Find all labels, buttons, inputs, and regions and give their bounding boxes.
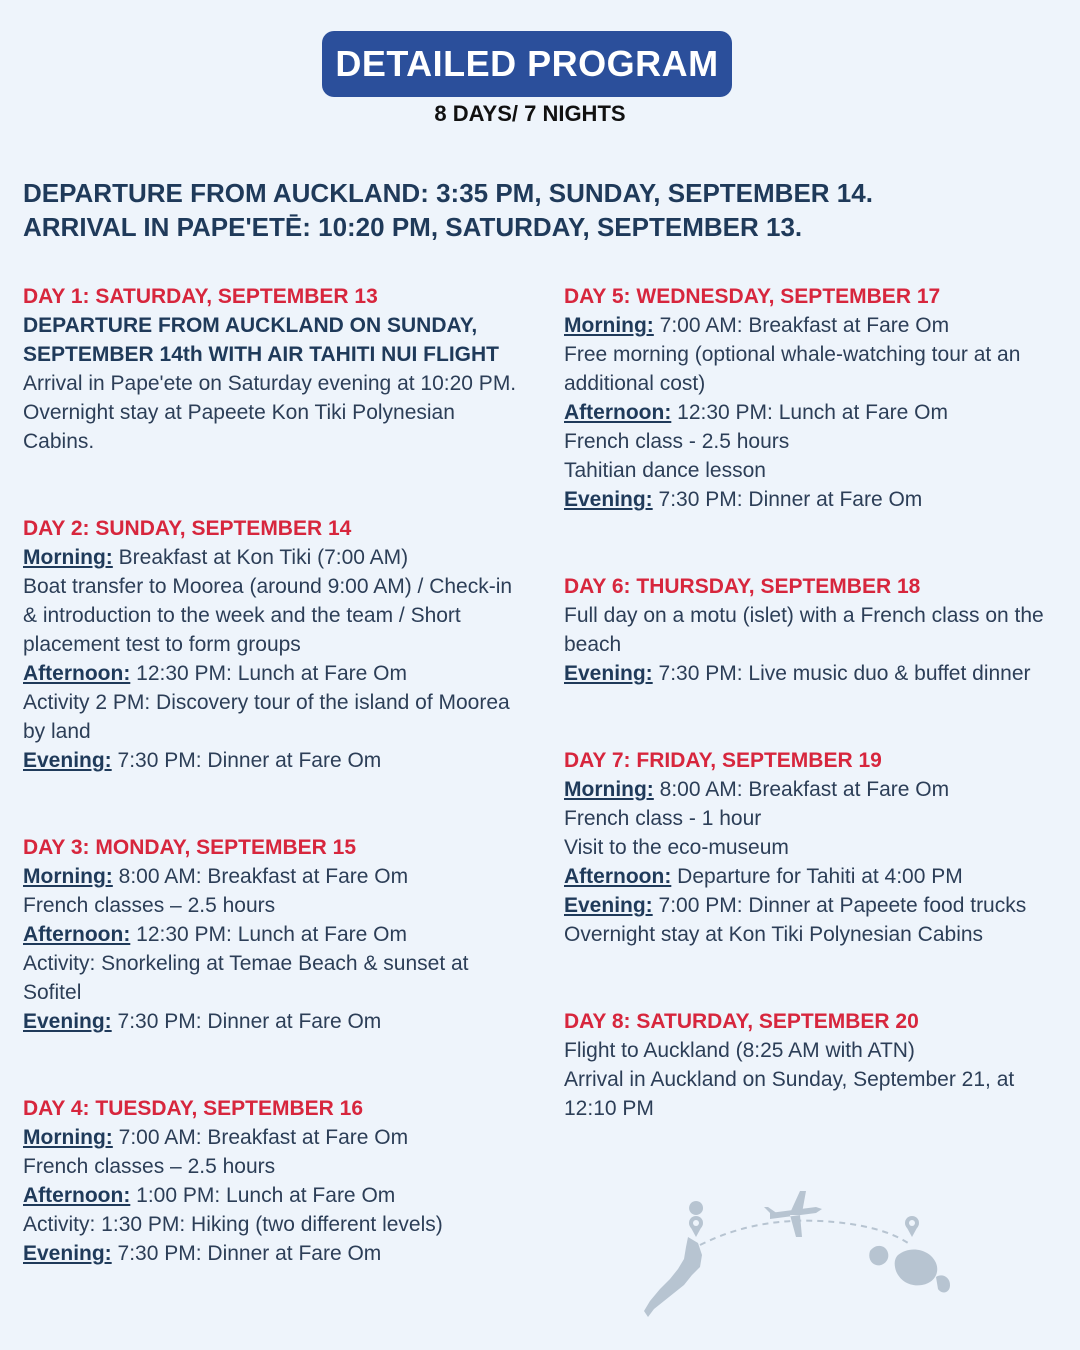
afternoon-label: Afternoon: xyxy=(564,865,672,888)
day-heading: DAY 1: SATURDAY, SEPTEMBER 13 xyxy=(23,285,378,308)
morning-text: 8:00 AM: Breakfast at Fare Om xyxy=(659,778,950,801)
flight-route-map-icon xyxy=(640,1185,960,1325)
morning-label: Morning: xyxy=(23,1126,113,1149)
afternoon-text: 12:30 PM: Lunch at Fare Om xyxy=(677,401,948,424)
activity-line: Flight to Auckland (8:25 AM with ATN) xyxy=(564,1039,915,1062)
activity-line: Boat transfer to Moorea (around 9:00 AM) / Check-in & introduction to the week and the team / Short placement test to form groups xyxy=(23,575,513,656)
day-8 xyxy=(564,1007,1054,1123)
day-3 xyxy=(23,833,523,1036)
evening-label: Evening: xyxy=(564,488,653,511)
activity-line: Arrival in Auckland on Sunday, September 21, at 12:10 PM xyxy=(564,1068,1015,1120)
day-heading: DAY 2: SUNDAY, SEPTEMBER 14 xyxy=(23,517,352,540)
activity-line: Visit to the eco-museum xyxy=(564,836,789,859)
evening-label: Evening: xyxy=(23,1242,112,1265)
moorea-shape xyxy=(869,1246,888,1265)
duration-subtitle: 8 DAYS/ 7 NIGHTS xyxy=(434,101,626,126)
morning-label: Morning: xyxy=(23,865,113,888)
evening-line xyxy=(564,485,1054,514)
morning-line xyxy=(23,862,523,891)
airplane-icon xyxy=(764,1191,822,1237)
day-4 xyxy=(23,1094,523,1268)
activity-line: French class - 2.5 hours xyxy=(564,430,790,453)
morning-line xyxy=(564,311,1054,340)
day-heading: DAY 4: TUESDAY, SEPTEMBER 16 xyxy=(23,1097,364,1120)
evening-label: Evening: xyxy=(23,1010,112,1033)
evening-label: Evening: xyxy=(564,662,653,685)
morning-text: 7:00 AM: Breakfast at Fare Om xyxy=(118,1126,409,1149)
morning-text: 8:00 AM: Breakfast at Fare Om xyxy=(118,865,409,888)
page-title: DETAILED PROGRAM xyxy=(335,43,719,84)
activity-line: Overnight stay at Kon Tiki Polynesian Cabins xyxy=(564,923,984,946)
right-column xyxy=(564,282,1054,1123)
afternoon-line xyxy=(23,1181,523,1210)
activity-line: Free morning (optional whale-watching tour at an additional cost) xyxy=(564,343,1021,395)
day-heading: DAY 5: WEDNESDAY, SEPTEMBER 17 xyxy=(564,285,941,308)
afternoon-text: 12:30 PM: Lunch at Fare Om xyxy=(136,923,407,946)
evening-text: 7:30 PM: Dinner at Fare Om xyxy=(117,749,382,772)
morning-label: Morning: xyxy=(23,546,113,569)
afternoon-label: Afternoon: xyxy=(23,923,131,946)
evening-line xyxy=(23,746,523,775)
tahiti-shape xyxy=(895,1249,938,1285)
morning-text: Breakfast at Kon Tiki (7:00 AM) xyxy=(118,546,409,569)
departure-line: DEPARTURE FROM AUCKLAND: 3:35 PM, SUNDAY, SEPTEMBER 14. xyxy=(23,178,873,208)
afternoon-line xyxy=(23,920,523,949)
day-heading: DAY 3: MONDAY, SEPTEMBER 15 xyxy=(23,836,356,859)
activity-line: French classes – 2.5 hours xyxy=(23,1155,276,1178)
day-heading: DAY 6: THURSDAY, SEPTEMBER 18 xyxy=(564,575,921,598)
evening-line xyxy=(23,1239,523,1268)
activity-line: Full day on a motu (islet) with a French class on the beach xyxy=(564,604,1044,656)
activity-line: Activity 2 PM: Discovery tour of the island of Moorea by land xyxy=(23,691,510,743)
activity-line: Activity: Snorkeling at Temae Beach & sunset at Sofitel xyxy=(23,952,469,1004)
day-heading: DAY 8: SATURDAY, SEPTEMBER 20 xyxy=(564,1010,919,1033)
day-1 xyxy=(23,282,523,456)
evening-text: 7:30 PM: Dinner at Fare Om xyxy=(117,1010,382,1033)
morning-line xyxy=(564,775,1054,804)
evening-text: 7:30 PM: Dinner at Fare Om xyxy=(117,1242,382,1265)
title-badge xyxy=(322,31,732,97)
evening-line xyxy=(23,1007,523,1036)
afternoon-line xyxy=(564,862,1054,891)
evening-text: 7:30 PM: Live music duo & buffet dinner xyxy=(658,662,1031,685)
day-text: Arrival in Pape'ete on Saturday evening at 10:20 PM. Overnight stay at Papeete Kon Tiki Polynesian Cabins. xyxy=(23,372,517,453)
evening-text: 7:30 PM: Dinner at Fare Om xyxy=(658,488,923,511)
evening-label: Evening: xyxy=(23,749,112,772)
day-heading: DAY 7: FRIDAY, SEPTEMBER 19 xyxy=(564,749,882,772)
activity-line: Tahitian dance lesson xyxy=(564,459,766,482)
morning-text: 7:00 AM: Breakfast at Fare Om xyxy=(659,314,950,337)
new-zealand-shape xyxy=(644,1237,702,1317)
morning-line xyxy=(23,1123,523,1152)
afternoon-text: 12:30 PM: Lunch at Fare Om xyxy=(136,662,407,685)
day-6 xyxy=(564,572,1054,688)
afternoon-label: Afternoon: xyxy=(23,662,131,685)
left-column xyxy=(23,282,523,1268)
day-5 xyxy=(564,282,1054,514)
afternoon-line xyxy=(23,659,523,688)
day-subheading: DEPARTURE FROM AUCKLAND ON SUNDAY, SEPTEMBER 14th WITH AIR TAHITI NUI FLIGHT xyxy=(23,314,499,366)
evening-label: Evening: xyxy=(564,894,653,917)
afternoon-line xyxy=(564,398,1054,427)
afternoon-label: Afternoon: xyxy=(564,401,672,424)
activity-line: French class - 1 hour xyxy=(564,807,762,830)
evening-text: 7:00 PM: Dinner at Papeete food trucks xyxy=(658,894,1027,917)
morning-label: Morning: xyxy=(564,314,654,337)
day-7 xyxy=(564,746,1054,949)
afternoon-text: Departure for Tahiti at 4:00 PM xyxy=(677,865,963,888)
afternoon-label: Afternoon: xyxy=(23,1184,131,1207)
morning-line xyxy=(23,543,523,572)
day-2 xyxy=(23,514,523,775)
morning-label: Morning: xyxy=(564,778,654,801)
evening-line xyxy=(564,659,1054,688)
travel-summary xyxy=(23,176,1063,244)
activity-line: Activity: 1:30 PM: Hiking (two different levels) xyxy=(23,1213,443,1236)
afternoon-text: 1:00 PM: Lunch at Fare Om xyxy=(136,1184,396,1207)
arrival-line: ARRIVAL IN PAPE'ETĒ: 10:20 PM, SATURDAY, SEPTEMBER 13. xyxy=(23,212,803,242)
activity-line: French classes – 2.5 hours xyxy=(23,894,276,917)
evening-line xyxy=(564,891,1054,920)
